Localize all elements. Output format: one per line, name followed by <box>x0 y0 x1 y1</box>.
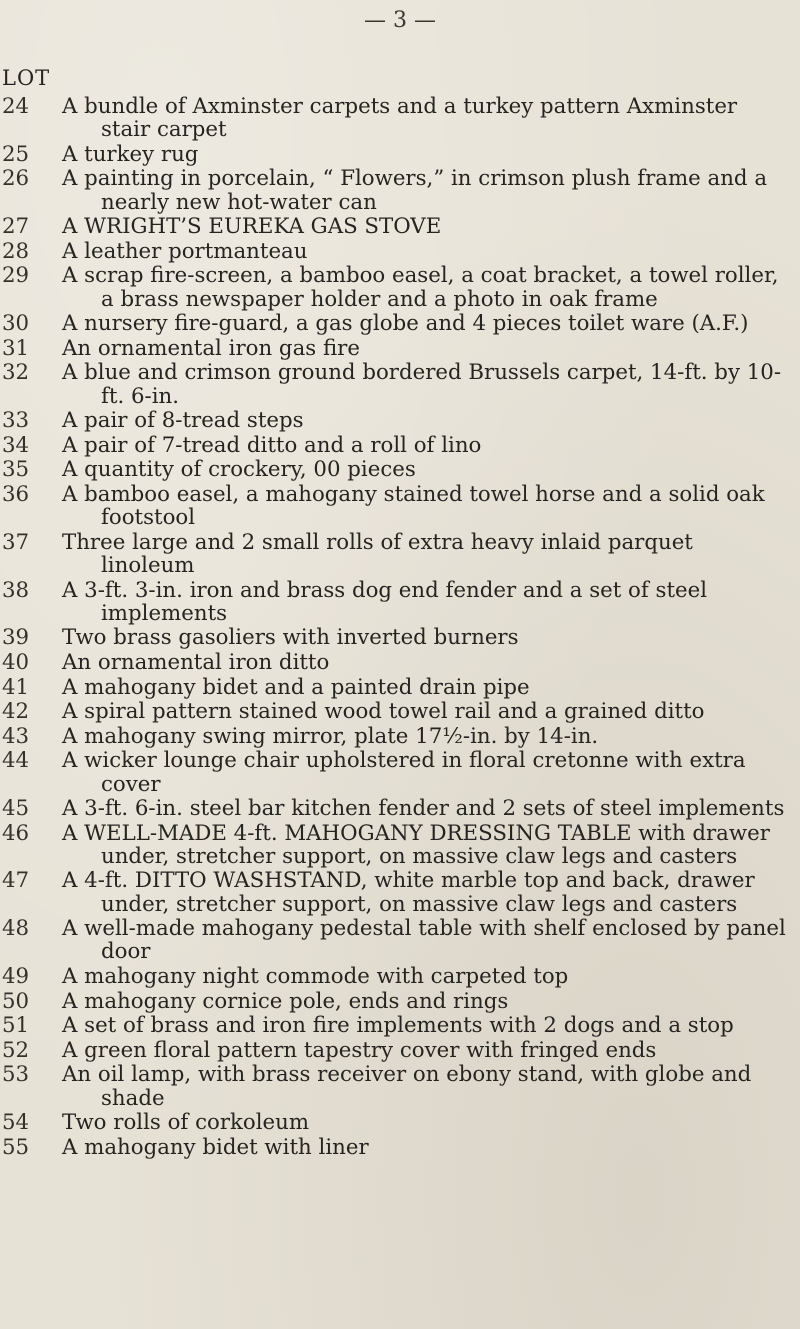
lot-number: 42 <box>2 699 30 725</box>
lot-item <box>0 676 800 699</box>
lot-description: A spiral pattern stained wood towel rail and a grained ditto <box>62 699 705 725</box>
lot-number: 25 <box>2 141 30 167</box>
lot-item <box>0 312 800 335</box>
lot-description: A well-made mahogany pedestal table with shelf enclosed by panel door <box>62 916 786 965</box>
lot-description: A set of brass and iron fire implements with 2 dogs and a stop <box>62 1013 734 1039</box>
lot-item <box>0 458 800 481</box>
lot-number: 54 <box>2 1110 30 1136</box>
lot-description: An ornamental iron ditto <box>62 649 330 675</box>
lot-item <box>0 797 800 820</box>
lot-item <box>0 215 800 238</box>
lot-description: A painting in porcelain, “ Flowers,” in crimson plush frame and a nearly new hot-water can <box>62 166 768 215</box>
lot-item <box>0 917 800 963</box>
lot-number: 47 <box>2 868 30 894</box>
lot-number: 31 <box>2 335 30 361</box>
lot-number: 34 <box>2 432 30 458</box>
lot-item <box>0 264 800 310</box>
lot-description: A 3-ft. 3-in. iron and brass dog end fender and a set of steel implements <box>62 577 708 626</box>
lot-item <box>0 409 800 432</box>
lot-description: A mahogany bidet and a painted drain pipe <box>62 674 530 700</box>
lot-description: A quantity of crockery, 00 pieces <box>62 457 416 483</box>
lot-description: A mahogany swing mirror, plate 17½-in. by 14-in. <box>62 723 599 749</box>
lot-number: 48 <box>2 916 30 942</box>
lot-item <box>0 869 800 915</box>
lot-item <box>0 337 800 360</box>
lot-list <box>0 95 800 1160</box>
lot-item <box>0 651 800 674</box>
lot-number: 24 <box>2 94 30 119</box>
lot-number: 41 <box>2 674 30 700</box>
lot-description: A green floral pattern tapestry cover with fringed ends <box>62 1037 657 1063</box>
lot-number: 51 <box>2 1013 30 1039</box>
lot-description: An ornamental iron gas fire <box>62 335 360 361</box>
lot-description: A mahogany cornice pole, ends and rings <box>62 988 509 1014</box>
lot-description: A 4-ft. DITTO WASHSTAND, white marble top and back, drawer under, stretcher support, on massive claw legs and casters <box>62 868 755 917</box>
lot-number: 38 <box>2 577 30 603</box>
lot-number: 32 <box>2 360 30 386</box>
lot-number: 53 <box>2 1062 30 1088</box>
lot-item <box>0 95 800 141</box>
lot-item <box>0 483 800 529</box>
lot-number: 40 <box>2 649 30 675</box>
lot-number: 29 <box>2 263 30 289</box>
lot-number: 33 <box>2 408 30 434</box>
lot-number: 55 <box>2 1134 30 1160</box>
lot-description: A pair of 7-tread ditto and a roll of lino <box>62 432 482 458</box>
lot-number: 45 <box>2 796 30 822</box>
lot-item <box>0 240 800 263</box>
lot-column-header: LOT <box>2 66 51 90</box>
lot-number: 30 <box>2 311 30 337</box>
lot-item <box>0 822 800 868</box>
lot-number: 35 <box>2 457 30 483</box>
lot-description: A bamboo easel, a mahogany stained towel horse and a solid oak footstool <box>62 481 765 531</box>
lot-item <box>0 1014 800 1037</box>
lot-item <box>0 626 800 649</box>
lot-description: A mahogany bidet with liner <box>62 1134 369 1160</box>
lot-number: 28 <box>2 238 30 264</box>
lot-description: A wicker lounge chair upholstered in floral cretonne with extra cover <box>62 748 746 797</box>
lot-description: A WELL-MADE 4-ft. MAHOGANY DRESSING TABLE with drawer under, stretcher support, on massive claw legs and casters <box>62 820 770 869</box>
page-number: — 3 — <box>364 8 436 33</box>
lot-item <box>0 1136 800 1159</box>
lot-description: A nursery fire-guard, a gas globe and 4 pieces toilet ware (A.F.) <box>62 311 749 337</box>
lot-description: A turkey rug <box>62 141 199 167</box>
lot-item <box>0 579 800 625</box>
lot-item <box>0 749 800 795</box>
lot-description: A blue and crimson ground bordered Brussels carpet, 14-ft. by 10-ft. 6-in. <box>62 360 782 409</box>
lot-item <box>0 531 800 577</box>
lot-item <box>0 361 800 407</box>
lot-number: 37 <box>2 529 30 555</box>
lot-number: 39 <box>2 625 30 651</box>
lot-description: A scrap fire-screen, a bamboo easel, a coat bracket, a towel roller, a brass newspaper holder and a photo in oak frame <box>62 263 779 312</box>
lot-description: Two brass gasoliers with inverted burners <box>62 625 519 651</box>
lot-item <box>0 965 800 988</box>
lot-description: A pair of 8-tread steps <box>62 408 304 434</box>
lot-number: 43 <box>2 723 30 749</box>
lot-number: 46 <box>2 820 30 846</box>
lot-item <box>0 143 800 166</box>
lot-number: 27 <box>2 214 30 240</box>
lot-item <box>0 1111 800 1134</box>
lot-item <box>0 434 800 457</box>
lot-description: A WRIGHT’S EUREKA GAS STOVE <box>62 214 442 240</box>
lot-number: 36 <box>2 481 30 507</box>
lot-description: Two rolls of corkoleum <box>62 1110 310 1136</box>
lot-number: 49 <box>2 964 30 990</box>
lot-number: 44 <box>2 748 30 774</box>
lot-description: A 3-ft. 6-in. steel bar kitchen fender and 2 sets of steel implements <box>62 796 785 822</box>
lot-description: Three large and 2 small rolls of extra heavy inlaid parquet linoleum <box>62 529 693 578</box>
lot-item <box>0 1063 800 1109</box>
lot-item <box>0 167 800 213</box>
lot-item <box>0 725 800 748</box>
lot-item <box>0 1039 800 1062</box>
lot-number: 50 <box>2 988 30 1014</box>
lot-number: 52 <box>2 1037 30 1063</box>
lot-description: A leather portmanteau <box>62 238 308 264</box>
lot-item <box>0 700 800 723</box>
lot-description: A bundle of Axminster carpets and a turkey pattern Axminster stair carpet <box>62 94 738 143</box>
lot-description: An oil lamp, with brass receiver on ebony stand, with globe and shade <box>62 1062 752 1111</box>
lot-item <box>0 990 800 1013</box>
lot-description: A mahogany night commode with carpeted top <box>62 964 569 990</box>
lot-number: 26 <box>2 166 30 192</box>
